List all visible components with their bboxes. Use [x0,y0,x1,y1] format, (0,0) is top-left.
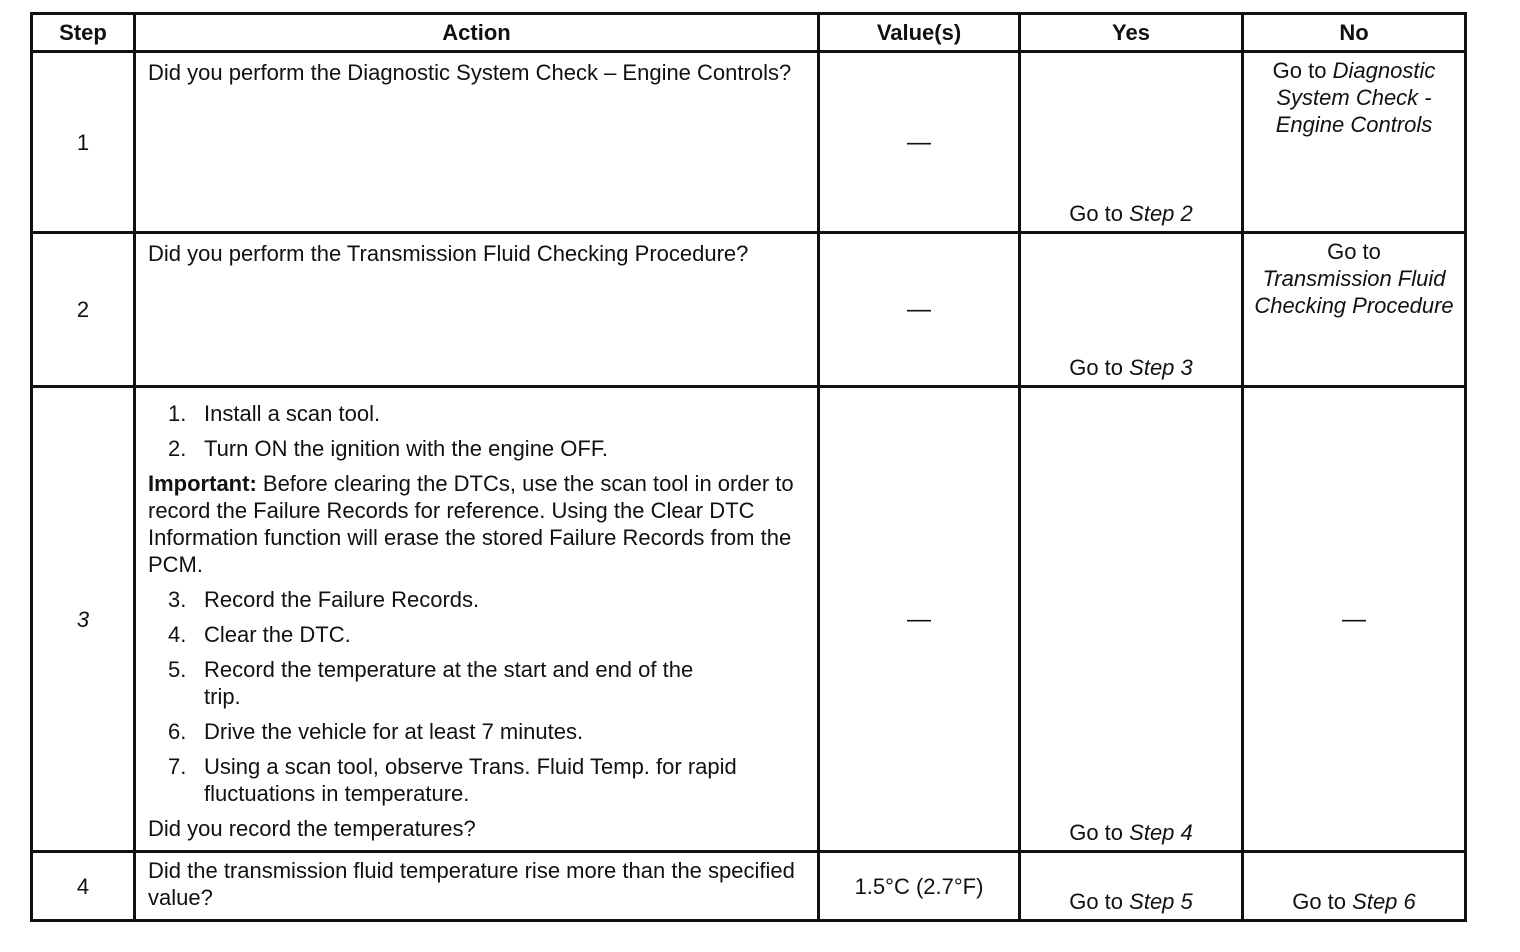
list-item [148,435,805,462]
yes-link[interactable]: Step 3 [1129,355,1193,380]
step-number: 4 [32,852,135,921]
step-number: 2 [32,233,135,387]
step-number: 3 [32,387,135,852]
substep-number: 3. [168,587,187,612]
no-link[interactable]: Diagnostic System Check - Engine Controls [1275,58,1436,137]
action-text: Did you perform the Transmission Fluid Checking Procedure? [135,233,819,387]
yes-cell [1020,852,1243,921]
yes-prefix: Go to [1069,889,1124,914]
action-text: Did the transmission fluid temperature rise more than the specified value? [135,852,819,921]
diagnostic-table [30,12,1467,922]
value-cell: — [819,233,1020,387]
substep-list [148,586,805,807]
yes-link[interactable]: Step 4 [1129,820,1193,845]
substep-number: 1. [168,401,187,426]
value-cell: — [819,52,1020,233]
yes-cell [1020,387,1243,852]
no-cell [1243,52,1466,233]
no-prefix: Go to [1272,58,1327,83]
action-cell [135,387,819,852]
list-item [148,656,805,710]
no-cell [1243,852,1466,921]
action-text: Did you perform the Diagnostic System Check – Engine Controls? [135,52,819,233]
action-question: Did you record the temperatures? [148,816,476,841]
table-row [32,387,1466,852]
substep-number: 6. [168,719,187,744]
step-number: 1 [32,52,135,233]
header-row [32,14,1466,52]
yes-prefix: Go to [1069,820,1124,845]
important-note [148,470,805,578]
yes-link[interactable]: Step 2 [1129,201,1193,226]
table-row [32,852,1466,921]
list-item [148,718,805,745]
list-item [148,753,805,807]
header-step: Step [32,14,135,52]
header-yes: Yes [1020,14,1243,52]
yes-cell [1020,52,1243,233]
yes-link[interactable]: Step 5 [1129,889,1193,914]
list-item [148,586,805,613]
important-text: Before clearing the DTCs, use the scan tool in order to record the Failure Records for reference. Using the Clear DTC Information function will erase the stored Failure Records from the PCM. [148,471,794,577]
substep-number: 4. [168,622,187,647]
value-cell: — [819,387,1020,852]
no-cell: — [1243,387,1466,852]
yes-prefix: Go to [1069,201,1124,226]
no-link[interactable]: Transmission Fluid Checking Procedure [1254,266,1454,318]
header-values: Value(s) [819,14,1020,52]
substep-list [148,400,805,462]
value-cell: 1.5°C (2.7°F) [819,852,1020,921]
table-row [32,52,1466,233]
no-link[interactable]: Step 6 [1352,889,1416,914]
yes-prefix: Go to [1069,355,1124,380]
important-label: Important: [148,471,257,496]
list-item [148,400,805,427]
no-prefix: Go to [1327,239,1381,264]
no-cell [1243,233,1466,387]
list-item [148,621,805,648]
substep-number: 2. [168,436,187,461]
substep-text: Turn ON the ignition with the engine OFF. [204,436,608,461]
table-row [32,233,1466,387]
substep-text: Using a scan tool, observe Trans. Fluid Temp. for rapid fluctuations in temperature. [204,754,737,806]
substep-text: Drive the vehicle for at least 7 minutes. [204,719,584,744]
yes-cell [1020,233,1243,387]
substep-text: Install a scan tool. [204,401,381,426]
header-action: Action [135,14,819,52]
substep-number: 7. [168,754,187,779]
substep-text: Record the Failure Records. [204,587,480,612]
substep-text: Clear the DTC. [204,622,351,647]
substep-text: Record the temperature at the start and end of the trip. [204,657,694,709]
substep-number: 5. [168,657,187,682]
no-prefix: Go to [1292,889,1347,914]
header-no: No [1243,14,1466,52]
